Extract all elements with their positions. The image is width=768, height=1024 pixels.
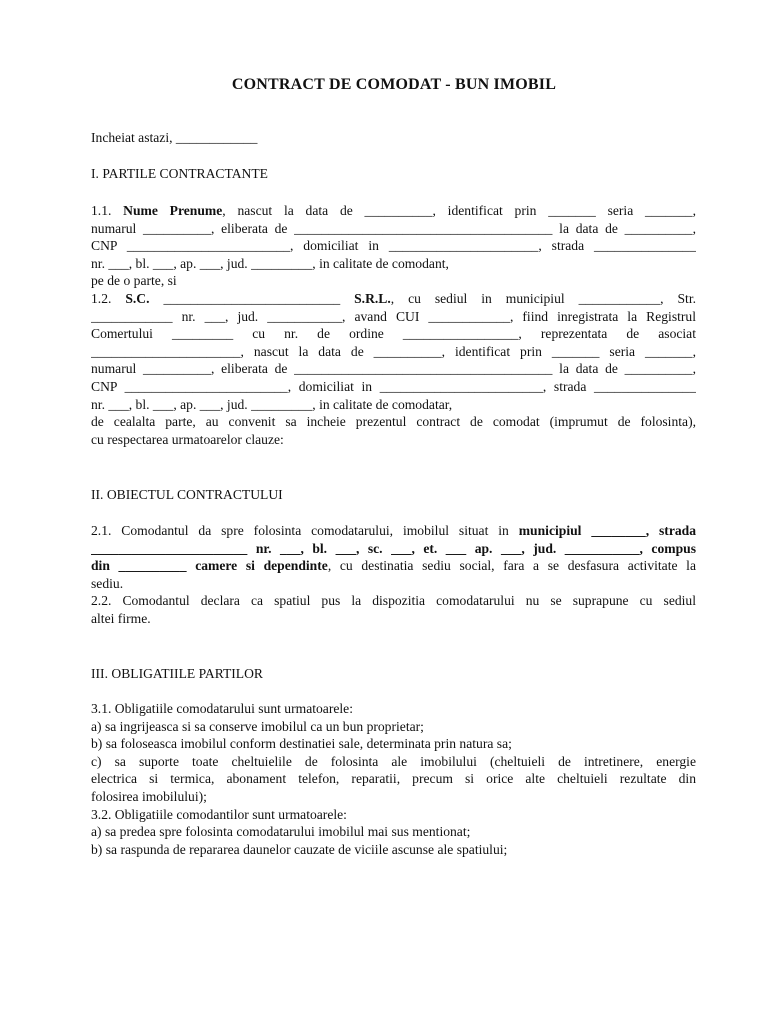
text-line: cu respectarea urmatoarelor clauze: <box>91 431 284 447</box>
bold-text: din __________ camere si dependinte <box>91 558 328 574</box>
text-line: 3.1. Obligatiile comodatarului sunt urmatoarele: <box>91 701 353 716</box>
text-line: 2.2. Comodantul declara ca spatiul pus la dispozitia comodatarului nu se suprapune cu sediul <box>91 593 696 609</box>
text-line: nr. ___, bl. ___, ap. ___, jud. _________, in calitate de comodant, <box>91 255 449 271</box>
text-line: Comertului _________ cu nr. de ordine _________________, reprezentata de asociat <box>91 326 696 342</box>
intro-line: Incheiat astazi, ____________ <box>91 130 258 145</box>
document-title: CONTRACT DE COMODAT - BUN IMOBIL <box>231 76 557 93</box>
text-line: altei firme. <box>91 610 151 626</box>
text-line: ______________________, nascut la data de __________, identificat prin _______ seria _______, <box>91 343 696 359</box>
section1-body <box>91 202 696 448</box>
text-line: b) sa raspunda de repararea daunelor cauzate de viciile ascunse ale spatiului; <box>91 841 508 857</box>
section2-heading: II. OBIECTUL CONTRACTULUI <box>91 487 283 502</box>
text-line: pe de o parte, si <box>91 273 177 289</box>
bold-text: S.R.L. <box>354 290 391 306</box>
text-line: ____________ nr. ___, jud. ___________, avand CUI ____________, fiind inregistrata la Registrul <box>91 308 696 324</box>
bold-text: Nume Prenume <box>123 203 223 218</box>
text-line: b) sa foloseasca imobilul conform destinatiei sale, determinata prin natura sa; <box>91 736 512 752</box>
text-line: 2.1. Comodantul da spre folosinta comodatarului, imobilul situat in municipiul ________, strada <box>91 523 696 538</box>
text-line: nr. ___, bl. ___, ap. ___, jud. _________, in calitate de comodatar, <box>91 396 453 412</box>
section3-body <box>91 700 696 858</box>
bold-text: S.C. <box>125 290 150 306</box>
bold-text: _______________________ nr. ___, bl. ___, sc. ___, et. ___ ap. ___, jud. ___________, compus <box>91 540 696 556</box>
section1-heading: I. PARTILE CONTRACTANTE <box>91 166 268 181</box>
text-line: a) sa predea spre folosinta comodatarului imobilul mai sus mentionat; <box>91 824 471 840</box>
text-line: 1.1. Nume Prenume, nascut la data de __________, identificat prin _______ seria _______, <box>91 203 696 218</box>
section2-body <box>91 522 696 628</box>
text-line: numarul __________, eliberata de ______________________________________ la data de __________, <box>91 361 696 377</box>
text-line: din __________ camere si dependinte, cu destinatia sediu social, fara a se desfasura activitate la <box>91 558 696 574</box>
bold-text: municipiul ________, strada <box>518 523 696 538</box>
text-line: sediu. <box>91 575 124 591</box>
text-line: CNP ________________________, domiciliat in ________________________, strada _______________ <box>91 378 696 394</box>
text-line: folosirea imobilului); <box>91 788 207 804</box>
text-line: 3.2. Obligatiile comodantilor sunt urmatoarele: <box>91 806 347 822</box>
text-line: c) sa suporte toate cheltuielile de folosinta ale imobilului (cheltuieli de intretinere, energie <box>91 753 696 769</box>
text-line: numarul __________, eliberata de ______________________________________ la data de __________, <box>91 220 696 236</box>
text-line <box>91 540 696 558</box>
text-line: de cealalta parte, au convenit sa incheie prezentul contract de comodat (imprumut de folosinta), <box>91 414 696 430</box>
text-line: CNP ________________________, domiciliat in ______________________, strada _______________ <box>91 238 696 254</box>
section3-heading: III. OBLIGATIILE PARTILOR <box>91 666 263 681</box>
text-line: 1.2. S.C. __________________________ S.R.L., cu sediul in municipiul ____________, Str. <box>91 290 696 306</box>
text-line: electrica si termica, abonament telefon, reparatii, precum si orice alte cheltuieli rezultate din <box>91 771 696 787</box>
text-line: a) sa ingrijeasca si sa conserve imobilul ca un bun proprietar; <box>91 718 424 734</box>
